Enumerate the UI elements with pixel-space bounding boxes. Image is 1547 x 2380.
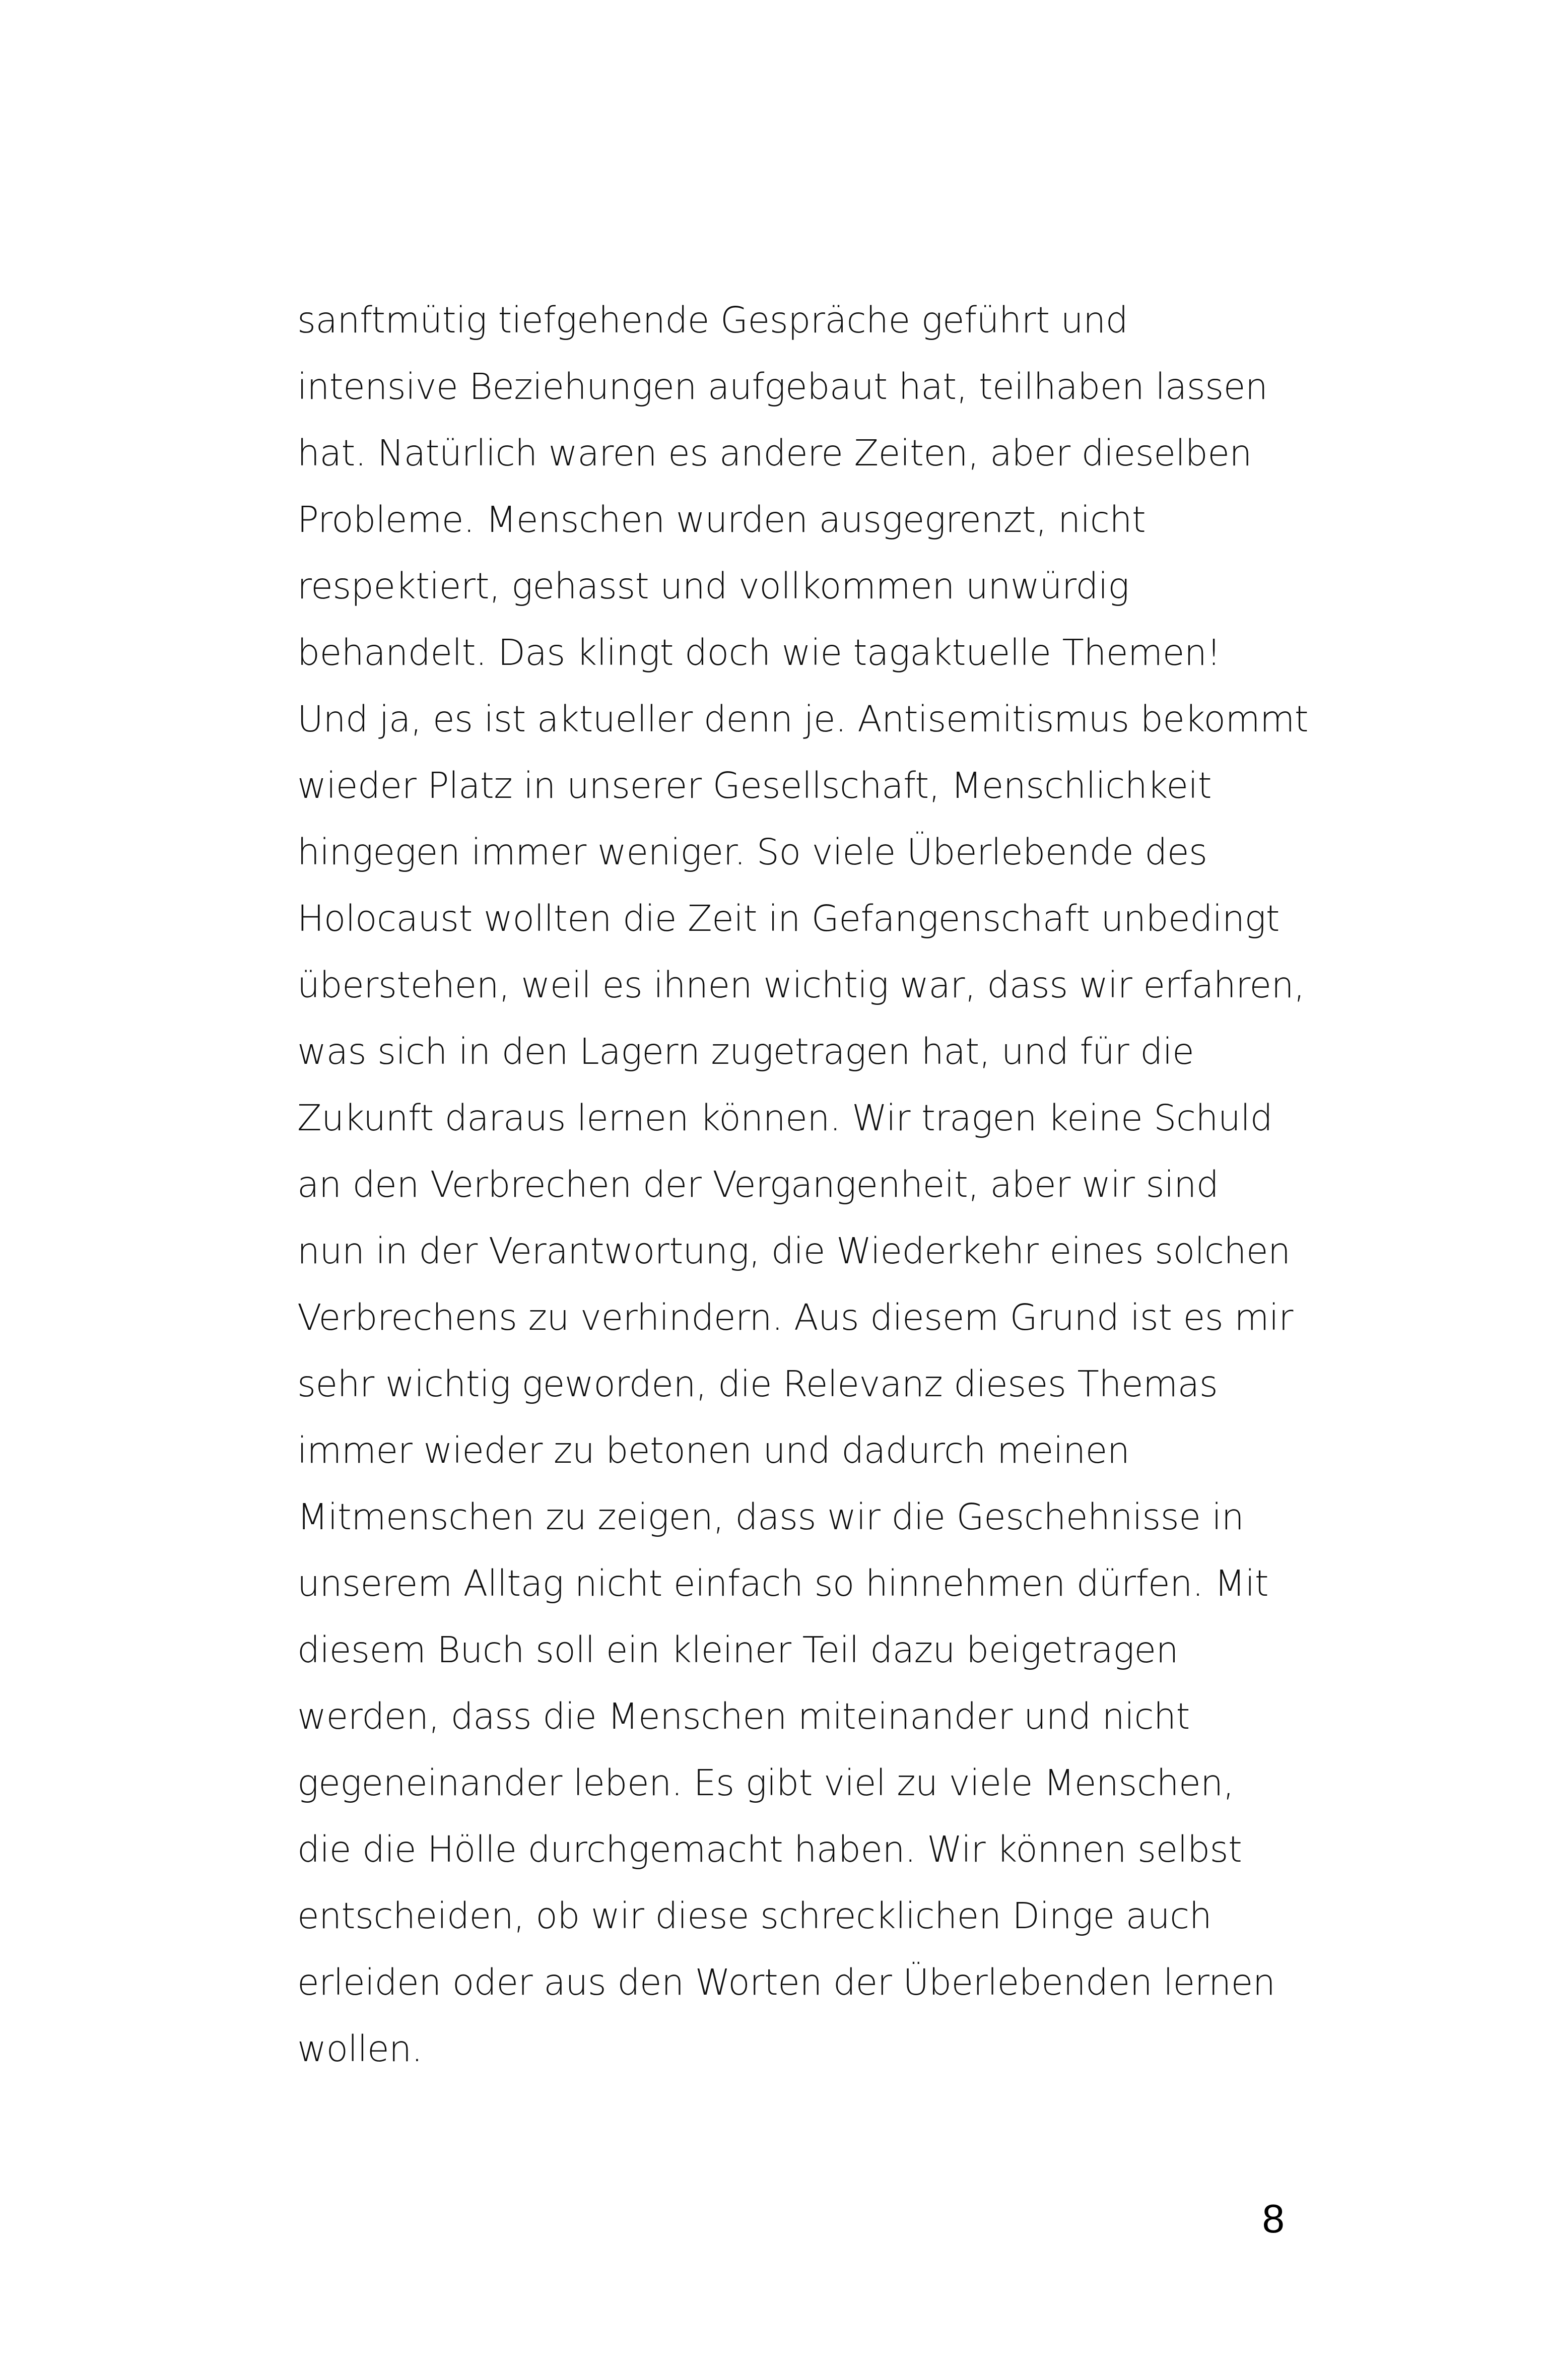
text-line: was sich in den Lagern zugetragen hat, und für die (297, 1031, 1194, 1072)
text-line: die die Hölle durchgemacht haben. Wir können selbst (297, 1828, 1242, 1870)
text-line: wieder Platz in unserer Gesellschaft, Menschlichkeit (297, 765, 1212, 806)
text-line: Und ja, es ist aktueller denn je. Antisemitismus bekommt (297, 698, 1309, 740)
text-line: Verbrechens zu verhindern. Aus diesem Grund ist es mir (297, 1297, 1293, 1338)
text-line: wollen. (297, 2028, 423, 2070)
text-line: immer wieder zu betonen und dadurch meinen (297, 1430, 1130, 1471)
text-line: sanftmütig tiefgehende Gespräche geführt und (297, 299, 1128, 341)
text-line: Probleme. Menschen wurden ausgegrenzt, nicht (297, 499, 1146, 540)
text-line: Zukunft daraus lernen können. Wir tragen keine Schuld (297, 1097, 1273, 1139)
text-line: entscheiden, ob wir diese schrecklichen Dinge auch (297, 1895, 1212, 1937)
text-line: hat. Natürlich waren es andere Zeiten, aber dieselben (297, 432, 1252, 474)
text-line: werden, dass die Menschen miteinander und nicht (297, 1695, 1190, 1737)
text-line: behandelt. Das klingt doch wie tagaktuelle Themen! (297, 632, 1221, 673)
text-line: Holocaust wollten die Zeit in Gefangenschaft unbedingt (297, 898, 1280, 939)
text-line: gegeneinander leben. Es gibt viel zu viele Menschen, (297, 1762, 1234, 1804)
text-line: sehr wichtig geworden, die Relevanz dieses Themas (297, 1363, 1218, 1405)
text-line: intensive Beziehungen aufgebaut hat, teilhaben lassen (297, 366, 1268, 407)
text-line: hingegen immer weniger. So viele Überlebende des (297, 831, 1207, 873)
text-line: nun in der Verantwortung, die Wiederkehr eines solchen (297, 1230, 1291, 1272)
text-line: Mitmenschen zu zeigen, dass wir die Geschehnisse in (297, 1496, 1244, 1538)
text-line: an den Verbrechen der Vergangenheit, aber wir sind (297, 1164, 1219, 1205)
text-line: unserem Alltag nicht einfach so hinnehmen dürfen. Mit (297, 1562, 1269, 1604)
page-number: 8 (1262, 2196, 1285, 2241)
text-line: diesem Buch soll ein kleiner Teil dazu beigetragen (297, 1629, 1179, 1671)
text-line: respektiert, gehasst und vollkommen unwürdig (297, 565, 1129, 607)
text-line: überstehen, weil es ihnen wichtig war, dass wir erfahren, (297, 964, 1305, 1006)
text-line: erleiden oder aus den Worten der Überlebenden lernen (297, 1961, 1275, 2003)
body-text (297, 287, 1309, 2082)
